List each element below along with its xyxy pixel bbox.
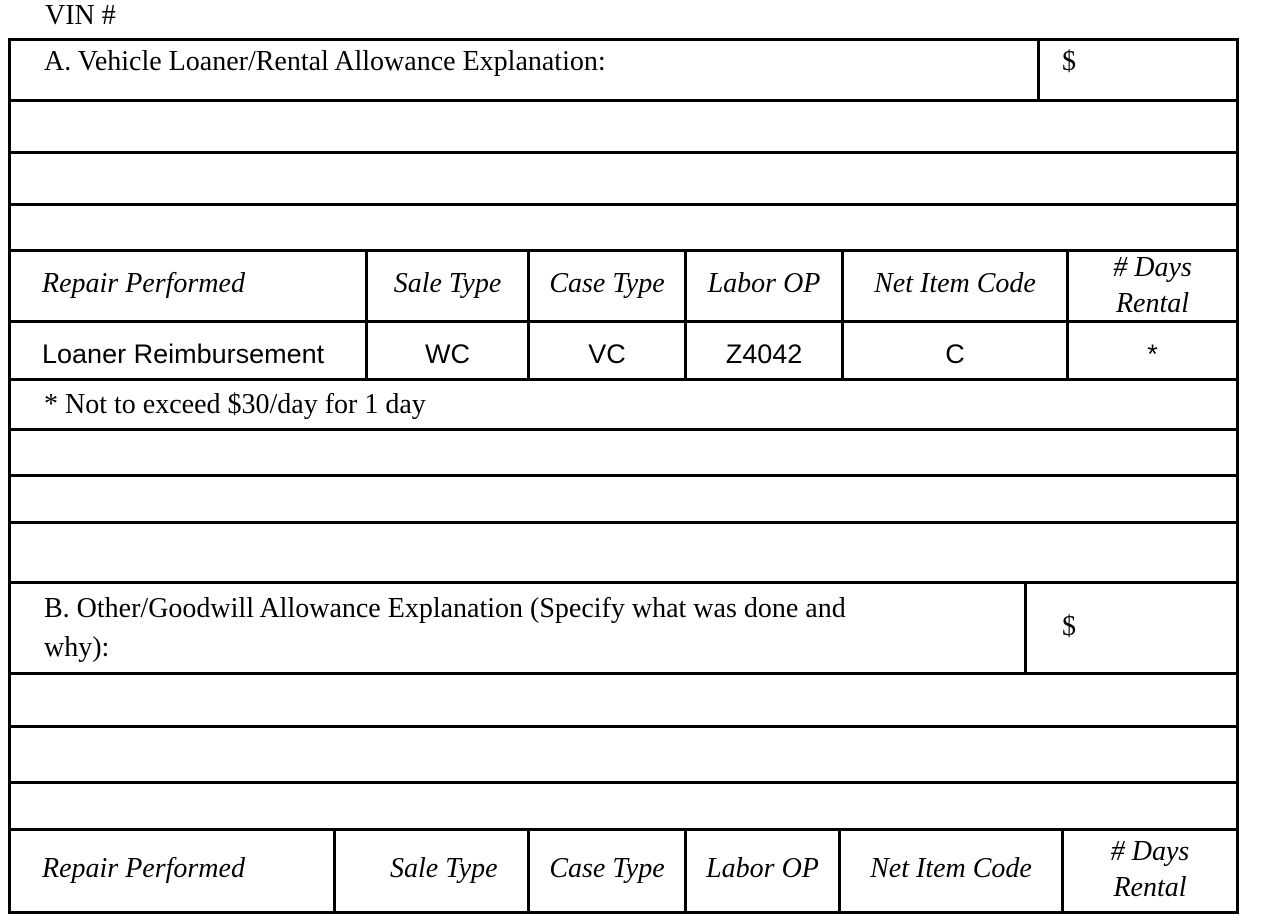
a-row-days: * [1147,339,1158,369]
a-row-sale-type: WC [425,339,470,369]
b-header-days-line2: Rental [1113,872,1187,903]
b-header-repair: Repair Performed [42,853,245,884]
b-header-case-type: Case Type [549,853,665,884]
section-a-title: A. Vehicle Loaner/Rental Allowance Explanation: [44,46,606,77]
section-b-amount-symbol: $ [1062,611,1076,642]
a-header-days-line2: Rental [1115,288,1190,319]
a-header-days-rental [1069,250,1236,322]
rule [1024,581,1027,675]
rule [8,378,1239,381]
rule [8,428,1239,431]
a-row-case-type: VC [588,339,626,369]
a-header-repair: Repair Performed [42,268,245,299]
a-header-labor-op: Labor OP [707,268,821,299]
rule [8,781,1239,784]
vin-label: VIN # [45,0,116,31]
b-header-labor-op: Labor OP [706,853,819,884]
a-header-days-line1: # Days [1113,252,1192,283]
b-header-days-rental [1064,834,1236,906]
section-b-title-line2: why): [44,632,110,663]
section-b-title-line1: B. Other/Goodwill Allowance Explanation (Specify what was done and [44,593,846,624]
a-header-net-item-code: Net Item Code [874,268,1036,299]
a-header-case-type: Case Type [549,268,665,299]
b-header-net-item-code: Net Item Code [870,853,1032,884]
rule [333,828,336,914]
rule [8,203,1239,206]
rule [8,581,1239,584]
b-header-days-line1: # Days [1110,836,1190,867]
b-header-sale-type: Sale Type [390,853,498,884]
rule [8,672,1239,675]
a-row-net-item-code: C [945,339,965,369]
a-row-repair: Loaner Reimbursement [42,339,325,369]
rule [8,249,1239,252]
rule [8,99,1239,102]
a-row-labor-op: Z4042 [725,339,803,369]
rule [8,151,1239,154]
rule [8,521,1239,524]
a-header-sale-type: Sale Type [393,268,502,299]
rule [8,320,1239,323]
rule [8,828,1239,831]
section-a-amount-symbol: $ [1062,46,1076,77]
rule [8,474,1239,477]
rule [8,725,1239,728]
rule [1037,38,1040,102]
rental-limit-note: * Not to exceed $30/day for 1 day [44,389,426,420]
